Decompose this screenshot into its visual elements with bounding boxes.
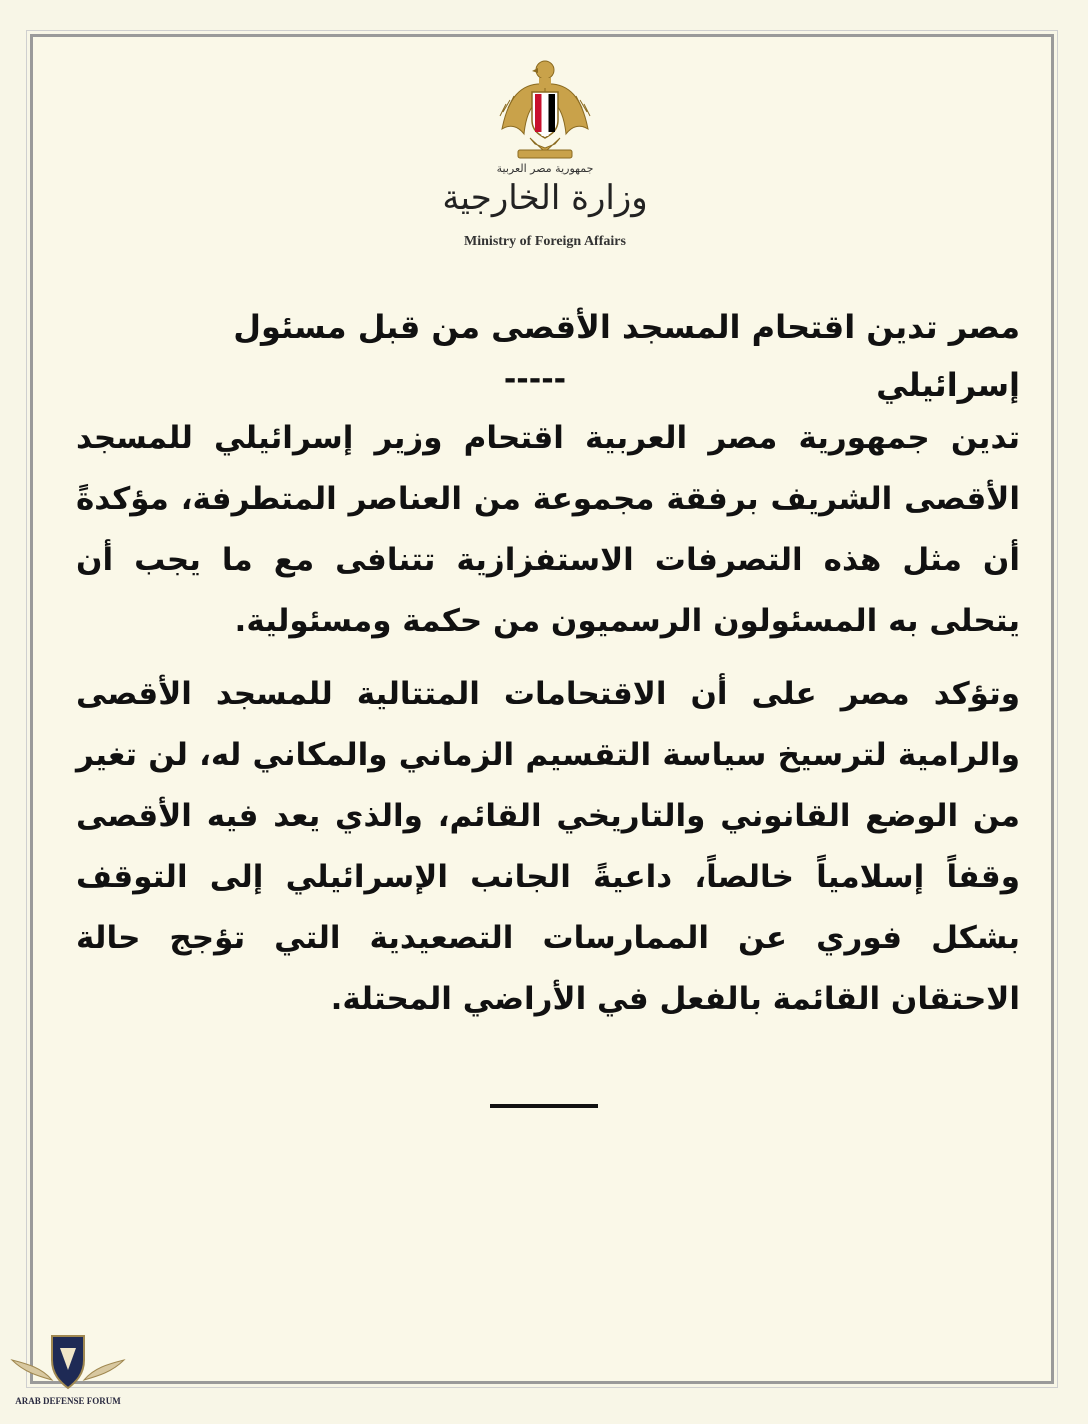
forum-watermark xyxy=(8,1330,128,1422)
ministry-logo xyxy=(440,54,650,254)
forum-name: ARAB DEFENSE FORUM xyxy=(15,1396,121,1406)
eagle-emblem-icon xyxy=(440,54,650,164)
closing-line xyxy=(490,1104,598,1108)
paragraph-1: تدين جمهورية مصر العربية اقتحام وزير إسرائيلي للمسجد الأقصى الشريف برفقة مجموعة من العناصر المتطرفة، مؤكدةً أن مثل هذه التصرفات الاستفزازية تتنافى مع ما يجب أن يتحلى به المسئولون الرسميون من حكمة ومسئولية. xyxy=(76,420,1020,639)
paragraph-2: وتؤكد مصر على أن الاقتحامات المتتالية للمسجد الأقصى والرامية لترسيخ سياسة التقسيم الزماني والمكاني له، لن تغير من الوضع القانوني والتاريخي القائم، والذي يعد فيه الأقصى وقفاً إسلامياً خالصاً، داعيةً الجانب الإسرائيلي إلى التوقف بشكل فوري عن الممارسات التصعيدية التي تؤجج حالة الاحتقان القائمة بالفعل في الأراضي المحتلة. xyxy=(76,676,1020,1017)
shield-wings-icon xyxy=(8,1330,128,1396)
logo-arabic-republic: جمهورية مصر العربية xyxy=(496,162,594,175)
logo-arabic-ministry: وزارة الخارجية xyxy=(442,178,648,218)
logo-english-ministry: Ministry of Foreign Affairs xyxy=(464,234,626,249)
headline-separator: ----- xyxy=(503,362,567,397)
headline: مصر تدين اقتحام المسجد الأقصى من قبل مسئول إسرائيلي xyxy=(233,308,1020,404)
